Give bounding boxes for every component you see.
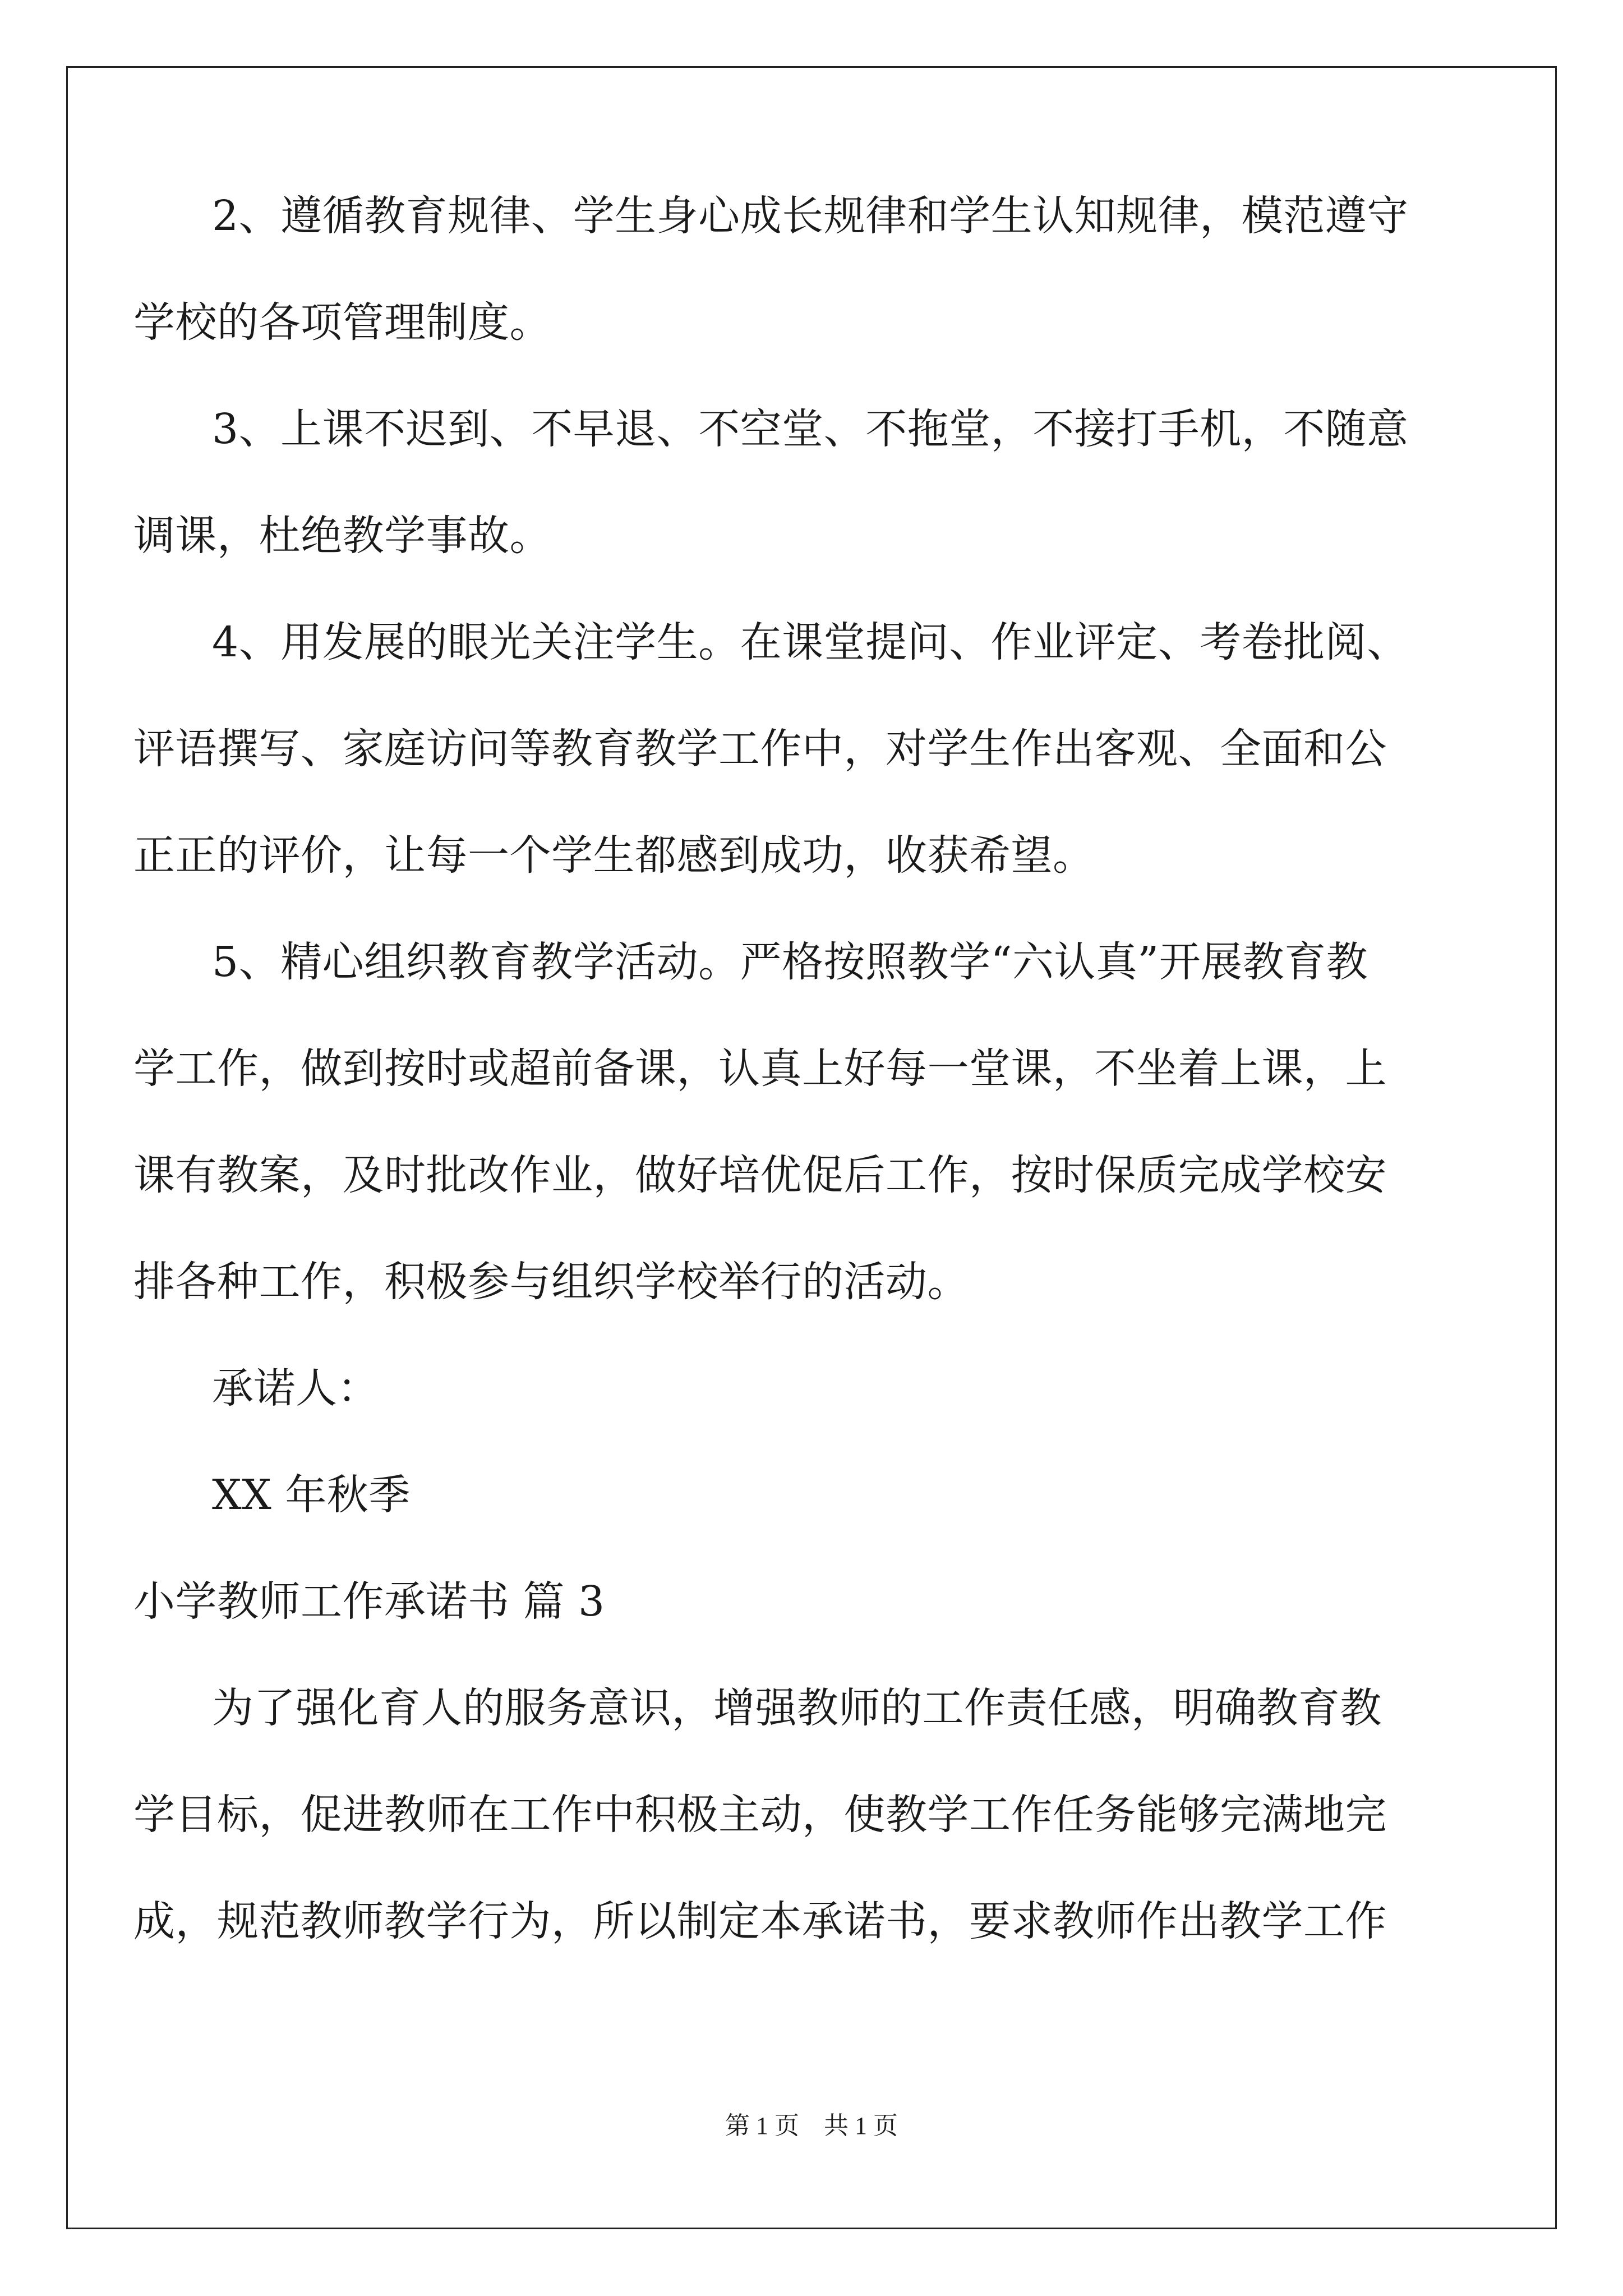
paragraph-3-line-2: 调课，杜绝教学事故。 <box>133 512 551 560</box>
paragraph-5-line-2: 学工作，做到按时或超前备课，认真上好每一堂课，不坐着上课，上 <box>133 1045 1387 1093</box>
paragraph-3-line-1: 3、上课不迟到、不早退、不空堂、不拖堂，不接打手机，不随意 <box>212 405 1409 453</box>
section-heading: 小学教师工作承诺书 篇 3 <box>133 1577 605 1626</box>
paragraph-2-line-2: 学校的各项管理制度。 <box>133 298 551 347</box>
date-line: XX 年秋季 <box>212 1471 411 1519</box>
page-number-footer: 第 1 页 共 1 页 <box>725 2112 898 2139</box>
paragraph-5-line-1: 5、精心组织教育教学活动。严格按照教学“六认真”开展教育教 <box>212 938 1368 986</box>
intro-line-3: 成，规范教师教学行为，所以制定本承诺书，要求教师作出教学工作 <box>133 1897 1387 1945</box>
intro-line-2: 学目标，促进教师在工作中积极主动，使教学工作任务能够完满地完 <box>133 1791 1387 1839</box>
paragraph-4-line-3: 正正的评价，让每一个学生都感到成功，收获希望。 <box>133 831 1095 880</box>
paragraph-5-line-3: 课有教案，及时批改作业，做好培优促后工作，按时保质完成学校安 <box>133 1151 1387 1199</box>
signatory-label: 承诺人： <box>212 1364 379 1412</box>
intro-line-1: 为了强化育人的服务意识，增强教师的工作责任感，明确教育教 <box>212 1684 1382 1732</box>
paragraph-4-line-1: 4、用发展的眼光关注学生。在课堂提问、作业评定、考卷批阅、 <box>212 618 1409 666</box>
paragraph-4-line-2: 评语撰写、家庭访问等教育教学工作中，对学生作出客观、全面和公 <box>133 725 1387 773</box>
paragraph-2-line-1: 2、遵循教育规律、学生身心成长规律和学生认知规律，模范遵守 <box>212 192 1409 240</box>
paragraph-5-line-4: 排各种工作，积极参与组织学校举行的活动。 <box>133 1258 969 1306</box>
